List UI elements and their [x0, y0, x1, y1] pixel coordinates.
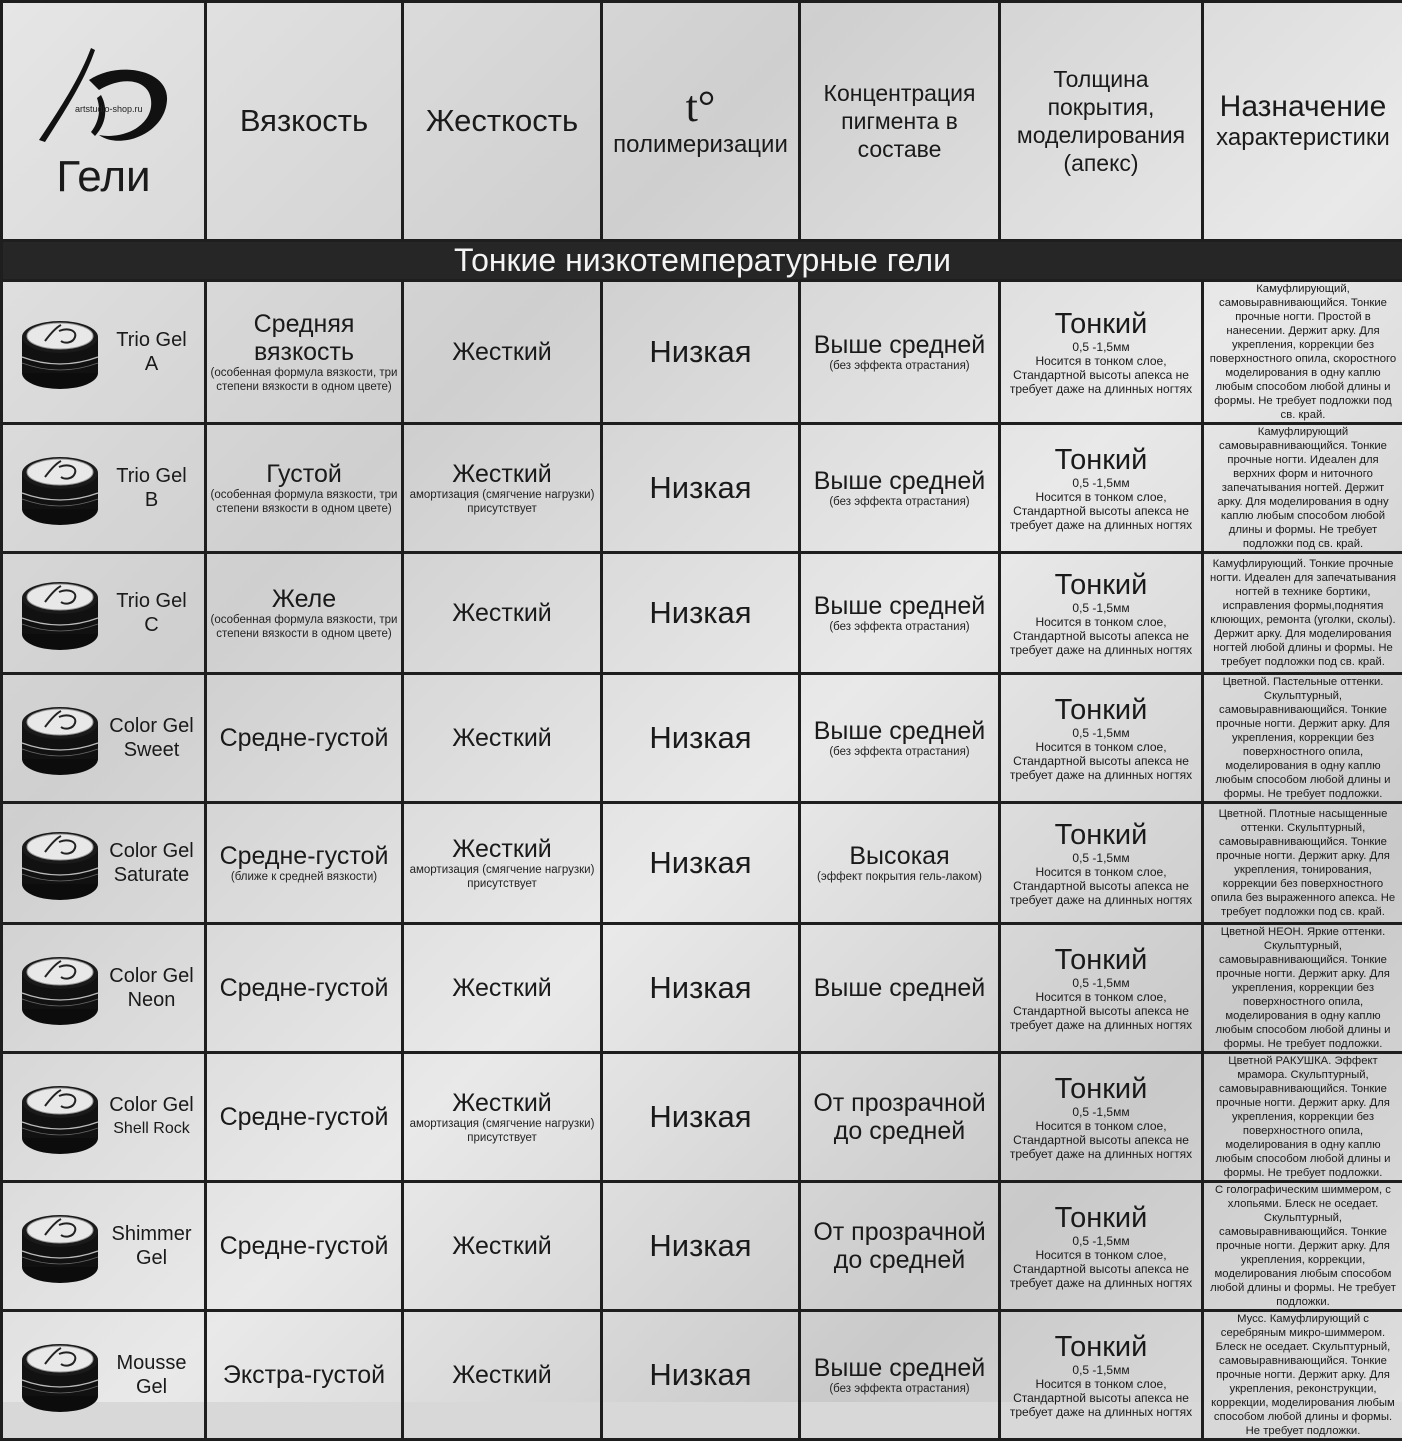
viscosity-value: Средне-густой	[209, 1232, 399, 1260]
product-variant: Shell Rock	[101, 1117, 202, 1141]
viscosity-note: (ближе к средней вязкости)	[209, 870, 399, 884]
thickness-range: 0,5 -1,5мм	[1003, 1234, 1199, 1248]
purpose-text: Цветной НЕОН. Яркие оттенки. Скульптурный, самовыравнивающийся. Тонкие прочные ногти. Держит арку. Для укрепления, коррекции без поверхностного опила, моделирования в одну каплю любым способом любой длины и формы. Не требует подложки.	[1206, 925, 1400, 1051]
thickness-value: Тонкий	[1003, 308, 1199, 340]
pigment-value: Высокая	[803, 842, 996, 870]
pigment-note: (без эффекта отрастания)	[803, 359, 996, 373]
viscosity-cell	[206, 553, 403, 674]
product-name	[101, 964, 202, 1012]
viscosity-note: (особенная формула вязкости, три степени вязкости в одном цвете)	[209, 366, 399, 394]
pigment-cell	[800, 281, 1000, 424]
thickness-value: Тонкий	[1003, 1073, 1199, 1105]
temperature-value: Низкая	[605, 1228, 796, 1264]
thickness-range: 0,5 -1,5мм	[1003, 1363, 1199, 1377]
thickness-cell	[1000, 1182, 1203, 1311]
purpose-cell	[1203, 281, 1402, 424]
viscosity-header: Вязкость	[206, 2, 403, 241]
product-line-name: Shimmer	[101, 1222, 202, 1246]
thickness-value: Тонкий	[1003, 694, 1199, 726]
section-title: Тонкие низкотемпературные гели	[2, 241, 1402, 281]
viscosity-value: Экстра-густой	[209, 1361, 399, 1389]
viscosity-cell	[206, 1311, 403, 1440]
pigment-note: (без эффекта отрастания)	[803, 620, 996, 634]
viscosity-value: Густой	[209, 460, 399, 488]
product-name	[101, 328, 202, 376]
product-line-name: Color Gel	[101, 1093, 202, 1117]
pigment-header: Концентрация пигмента в составе	[800, 2, 1000, 241]
product-name	[101, 714, 202, 762]
temperature-cell	[602, 553, 800, 674]
purpose-cell	[1203, 1182, 1402, 1311]
product-variant: Neon	[101, 988, 202, 1012]
product-line-name: Color Gel	[101, 839, 202, 863]
gel-jar-icon	[19, 1334, 101, 1416]
purpose-subtitle: характеристики	[1206, 124, 1400, 152]
purpose-text: Камуфлирующий, самовыравнивающийся. Тонкие прочные ногти. Простой в нанесении. Держит арку. Для укрепления, коррекции без поверхностного опила, скоростного моделирования в одну каплю любым способом любой длины и формы. Не требует подложки под св. край.	[1206, 282, 1400, 422]
hardness-cell	[403, 803, 602, 924]
thickness-cell	[1000, 1053, 1203, 1182]
hardness-cell	[403, 424, 602, 553]
thickness-note: Носится в тонком слое, Стандартной высоты апекса не требует даже на длинных ногтях	[1003, 1248, 1199, 1290]
thickness-value: Тонкий	[1003, 944, 1199, 976]
gel-jar-icon	[19, 447, 101, 529]
product-variant: Gel	[101, 1246, 202, 1270]
temperature-cell	[602, 924, 800, 1053]
product-cell	[2, 281, 206, 424]
product-row	[2, 1311, 1402, 1440]
purpose-cell	[1203, 424, 1402, 553]
product-name	[101, 839, 202, 887]
product-name	[101, 589, 202, 637]
viscosity-value: Средне-густой	[209, 724, 399, 752]
viscosity-cell	[206, 424, 403, 553]
thickness-range: 0,5 -1,5мм	[1003, 476, 1199, 490]
thickness-range: 0,5 -1,5мм	[1003, 976, 1199, 990]
viscosity-cell	[206, 803, 403, 924]
pigment-cell	[800, 1182, 1000, 1311]
pigment-cell	[800, 553, 1000, 674]
viscosity-value: Желе	[209, 585, 399, 613]
hardness-value: Жесткий	[406, 338, 598, 366]
product-line-name: Trio Gel	[101, 464, 202, 488]
hardness-value: Жесткий	[406, 1232, 598, 1260]
temperature-value: Низкая	[605, 334, 796, 370]
product-row	[2, 424, 1402, 553]
purpose-header	[1203, 2, 1402, 241]
purpose-cell	[1203, 1311, 1402, 1440]
product-cell	[2, 1053, 206, 1182]
hardness-value: Жесткий	[406, 724, 598, 752]
viscosity-value: Средне-густой	[209, 842, 399, 870]
pigment-cell	[800, 924, 1000, 1053]
thickness-cell	[1000, 424, 1203, 553]
gel-jar-icon	[19, 947, 101, 1029]
brand-header-cell	[2, 2, 206, 241]
thickness-range: 0,5 -1,5мм	[1003, 851, 1199, 865]
temperature-cell	[602, 1182, 800, 1311]
thickness-note: Носится в тонком слое, Стандартной высоты апекса не требует даже на длинных ногтях	[1003, 865, 1199, 907]
thickness-note: Носится в тонком слое, Стандартной высоты апекса не требует даже на длинных ногтях	[1003, 1119, 1199, 1161]
hardness-note: амортизация (смягчение нагрузки) присутствует	[406, 488, 598, 516]
hardness-cell	[403, 1053, 602, 1182]
gel-jar-icon	[19, 822, 101, 904]
product-name	[101, 464, 202, 512]
pigment-value: От прозрачной до средней	[803, 1218, 996, 1274]
pigment-cell	[800, 674, 1000, 803]
purpose-text: Цветной. Плотные насыщенные оттенки. Скульптурный, самовыравнивающийся. Тонкие прочные ногти. Держит арку. Для укрепления, тонирования, коррекции без поверхностного опила без выраженного апекса. Не требует подложки под св. край.	[1206, 807, 1400, 919]
thickness-note: Носится в тонком слое, Стандартной высоты апекса не требует даже на длинных ногтях	[1003, 990, 1199, 1032]
temperature-cell	[602, 1053, 800, 1182]
product-name	[101, 1093, 202, 1141]
purpose-cell	[1203, 924, 1402, 1053]
pigment-cell	[800, 424, 1000, 553]
hardness-value: Жесткий	[406, 599, 598, 627]
purpose-text: Мусс. Камуфлирующий с серебряным микро-шиммером. Блеск не оседает. Скульптурный, самовыравнивающийся. Тонкие прочные ногти. Держит арку. Для укрепления, реконструкции, коррекции, моделирования любым способом любой длины и формы. Не требует подложки.	[1206, 1312, 1400, 1438]
purpose-cell	[1203, 553, 1402, 674]
hardness-cell	[403, 674, 602, 803]
thickness-note: Носится в тонком слое, Стандартной высоты апекса не требует даже на длинных ногтях	[1003, 490, 1199, 532]
thickness-range: 0,5 -1,5мм	[1003, 726, 1199, 740]
product-variant: C	[101, 613, 202, 637]
purpose-title: Назначение	[1206, 90, 1400, 124]
hardness-cell	[403, 924, 602, 1053]
temperature-symbol: t°	[605, 83, 796, 131]
pigment-value: От прозрачной до средней	[803, 1089, 996, 1145]
hardness-cell	[403, 281, 602, 424]
temperature-cell	[602, 803, 800, 924]
purpose-cell	[1203, 1053, 1402, 1182]
product-row	[2, 1182, 1402, 1311]
pigment-cell	[800, 1311, 1000, 1440]
thickness-note: Носится в тонком слое, Стандартной высоты апекса не требует даже на длинных ногтях	[1003, 615, 1199, 657]
product-cell	[2, 674, 206, 803]
hardness-cell	[403, 553, 602, 674]
product-line-name: Trio Gel	[101, 589, 202, 613]
product-row	[2, 553, 1402, 674]
viscosity-cell	[206, 1053, 403, 1182]
pigment-cell	[800, 803, 1000, 924]
hardness-note: амортизация (смягчение нагрузки) присутствует	[406, 863, 598, 891]
temperature-cell	[602, 281, 800, 424]
purpose-text: Камуфлирующий самовыравнивающийся. Тонкие прочные ногти. Идеален для верхних форм и ниточного запечатывания ногтей. Держит арку. Для моделирования в одну каплю любым способом любой длины и формы. Не требует подложки под св. край.	[1206, 425, 1400, 551]
hardness-value: Жесткий	[406, 835, 598, 863]
product-variant: Gel	[101, 1375, 202, 1399]
product-line-name: Color Gel	[101, 964, 202, 988]
viscosity-note: (особенная формула вязкости, три степени вязкости в одном цвете)	[209, 613, 399, 641]
product-variant: B	[101, 488, 202, 512]
thickness-cell	[1000, 803, 1203, 924]
thickness-note: Носится в тонком слое, Стандартной высоты апекса не требует даже на длинных ногтях	[1003, 354, 1199, 396]
product-cell	[2, 924, 206, 1053]
product-name	[101, 1222, 202, 1270]
temperature-value: Низкая	[605, 720, 796, 756]
thickness-range: 0,5 -1,5мм	[1003, 1105, 1199, 1119]
gel-jar-icon	[19, 1076, 101, 1158]
temperature-header	[602, 2, 800, 241]
purpose-cell	[1203, 674, 1402, 803]
thickness-value: Тонкий	[1003, 819, 1199, 851]
product-cell	[2, 553, 206, 674]
thickness-cell	[1000, 281, 1203, 424]
section-row	[2, 241, 1402, 281]
product-line-name: Mousse	[101, 1351, 202, 1375]
thickness-note: Носится в тонком слое, Стандартной высоты апекса не требует даже на длинных ногтях	[1003, 740, 1199, 782]
pigment-value: Выше средней	[803, 331, 996, 359]
pigment-value: Выше средней	[803, 974, 996, 1002]
pigment-note: (без эффекта отрастания)	[803, 745, 996, 759]
hardness-cell	[403, 1311, 602, 1440]
pigment-cell	[800, 1053, 1000, 1182]
header-row	[2, 2, 1402, 241]
product-cell	[2, 803, 206, 924]
purpose-text: Камуфлирующий. Тонкие прочные ногти. Идеален для запечатывания ногтей в технике бортики, исправления формы,поднятия клюющих, ремонта (уголки, сколы). Держит арку. Для моделирования ногтей любой длины и формы. Не требует подложки под св. край.	[1206, 557, 1400, 669]
product-line-name: Color Gel	[101, 714, 202, 738]
viscosity-cell	[206, 281, 403, 424]
brand-logo	[5, 40, 202, 150]
product-row	[2, 924, 1402, 1053]
pigment-note: (эффект покрытия гель-лаком)	[803, 870, 996, 884]
hardness-value: Жесткий	[406, 974, 598, 1002]
purpose-text: Цветной. Пастельные оттенки. Скульптурный, самовыравнивающийся. Тонкие прочные ногти. Держит арку. Для укрепления, коррекции без поверхностного опила, моделирования в одну каплю любым способом любой длины и формы. Не требует подложки.	[1206, 675, 1400, 801]
hardness-value: Жесткий	[406, 1361, 598, 1389]
viscosity-value: Средне-густой	[209, 974, 399, 1002]
pigment-note: (без эффекта отрастания)	[803, 1382, 996, 1396]
thickness-note: Носится в тонком слое, Стандартной высоты апекса не требует даже на длинных ногтях	[1003, 1377, 1199, 1419]
pigment-value: Выше средней	[803, 717, 996, 745]
gel-jar-icon	[19, 697, 101, 779]
gels-label: Гели	[5, 152, 202, 202]
thickness-value: Тонкий	[1003, 1202, 1199, 1234]
thickness-value: Тонкий	[1003, 444, 1199, 476]
viscosity-cell	[206, 924, 403, 1053]
viscosity-value: Средне-густой	[209, 1103, 399, 1131]
hardness-header: Жесткость	[403, 2, 602, 241]
pigment-value: Выше средней	[803, 1354, 996, 1382]
product-variant: Saturate	[101, 863, 202, 887]
thickness-value: Тонкий	[1003, 1331, 1199, 1363]
viscosity-value: Средняя вязкость	[209, 310, 399, 366]
product-cell	[2, 1311, 206, 1440]
gel-jar-icon	[19, 311, 101, 393]
product-row	[2, 1053, 1402, 1182]
temperature-value: Низкая	[605, 595, 796, 631]
thickness-header: Толщина покрытия, моделирования (апекс)	[1000, 2, 1203, 241]
hardness-value: Жесткий	[406, 1089, 598, 1117]
temperature-cell	[602, 1311, 800, 1440]
thickness-range: 0,5 -1,5мм	[1003, 601, 1199, 615]
temperature-cell	[602, 674, 800, 803]
thickness-cell	[1000, 553, 1203, 674]
product-cell	[2, 1182, 206, 1311]
hardness-cell	[403, 1182, 602, 1311]
product-row	[2, 281, 1402, 424]
thickness-value: Тонкий	[1003, 569, 1199, 601]
temperature-cell	[602, 424, 800, 553]
gel-jar-icon	[19, 1205, 101, 1287]
product-cell	[2, 424, 206, 553]
pigment-note: (без эффекта отрастания)	[803, 495, 996, 509]
purpose-cell	[1203, 803, 1402, 924]
hardness-value: Жесткий	[406, 460, 598, 488]
thickness-range: 0,5 -1,5мм	[1003, 340, 1199, 354]
product-name	[101, 1351, 202, 1399]
purpose-text: С голографическим шиммером, с хлопьями. Блеск не оседает. Скульптурный, самовыравнивающийся. Тонкие прочные ногти. Держит арку. Для укрепления, коррекции, моделирования любым способом любой длины и формы. Не требует подложки.	[1206, 1183, 1400, 1309]
product-row	[2, 674, 1402, 803]
thickness-cell	[1000, 674, 1203, 803]
temperature-value: Низкая	[605, 1357, 796, 1393]
temperature-value: Низкая	[605, 970, 796, 1006]
pigment-value: Выше средней	[803, 592, 996, 620]
viscosity-note: (особенная формула вязкости, три степени вязкости в одном цвете)	[209, 488, 399, 516]
pigment-value: Выше средней	[803, 467, 996, 495]
product-row	[2, 803, 1402, 924]
svg-text:artstudio-shop.ru: artstudio-shop.ru	[75, 104, 143, 114]
hardness-note: амортизация (смягчение нагрузки) присутствует	[406, 1117, 598, 1145]
thickness-cell	[1000, 1311, 1203, 1440]
purpose-text: Цветной РАКУШКА. Эффект мрамора. Скульптурный, самовыравнивающийся. Тонкие прочные ногти. Держит арку. Для укрепления, коррекции без поверхностного опила, моделирования в одну каплю любым способом любой длины и формы. Не требует подложки.	[1206, 1054, 1400, 1180]
thickness-cell	[1000, 924, 1203, 1053]
product-line-name: Trio Gel	[101, 328, 202, 352]
temperature-value: Низкая	[605, 1099, 796, 1135]
product-variant: Sweet	[101, 738, 202, 762]
temperature-value: Низкая	[605, 845, 796, 881]
temperature-value: Низкая	[605, 470, 796, 506]
gel-jar-icon	[19, 572, 101, 654]
product-variant: A	[101, 352, 202, 376]
temperature-label: полимеризации	[605, 131, 796, 159]
viscosity-cell	[206, 674, 403, 803]
viscosity-cell	[206, 1182, 403, 1311]
